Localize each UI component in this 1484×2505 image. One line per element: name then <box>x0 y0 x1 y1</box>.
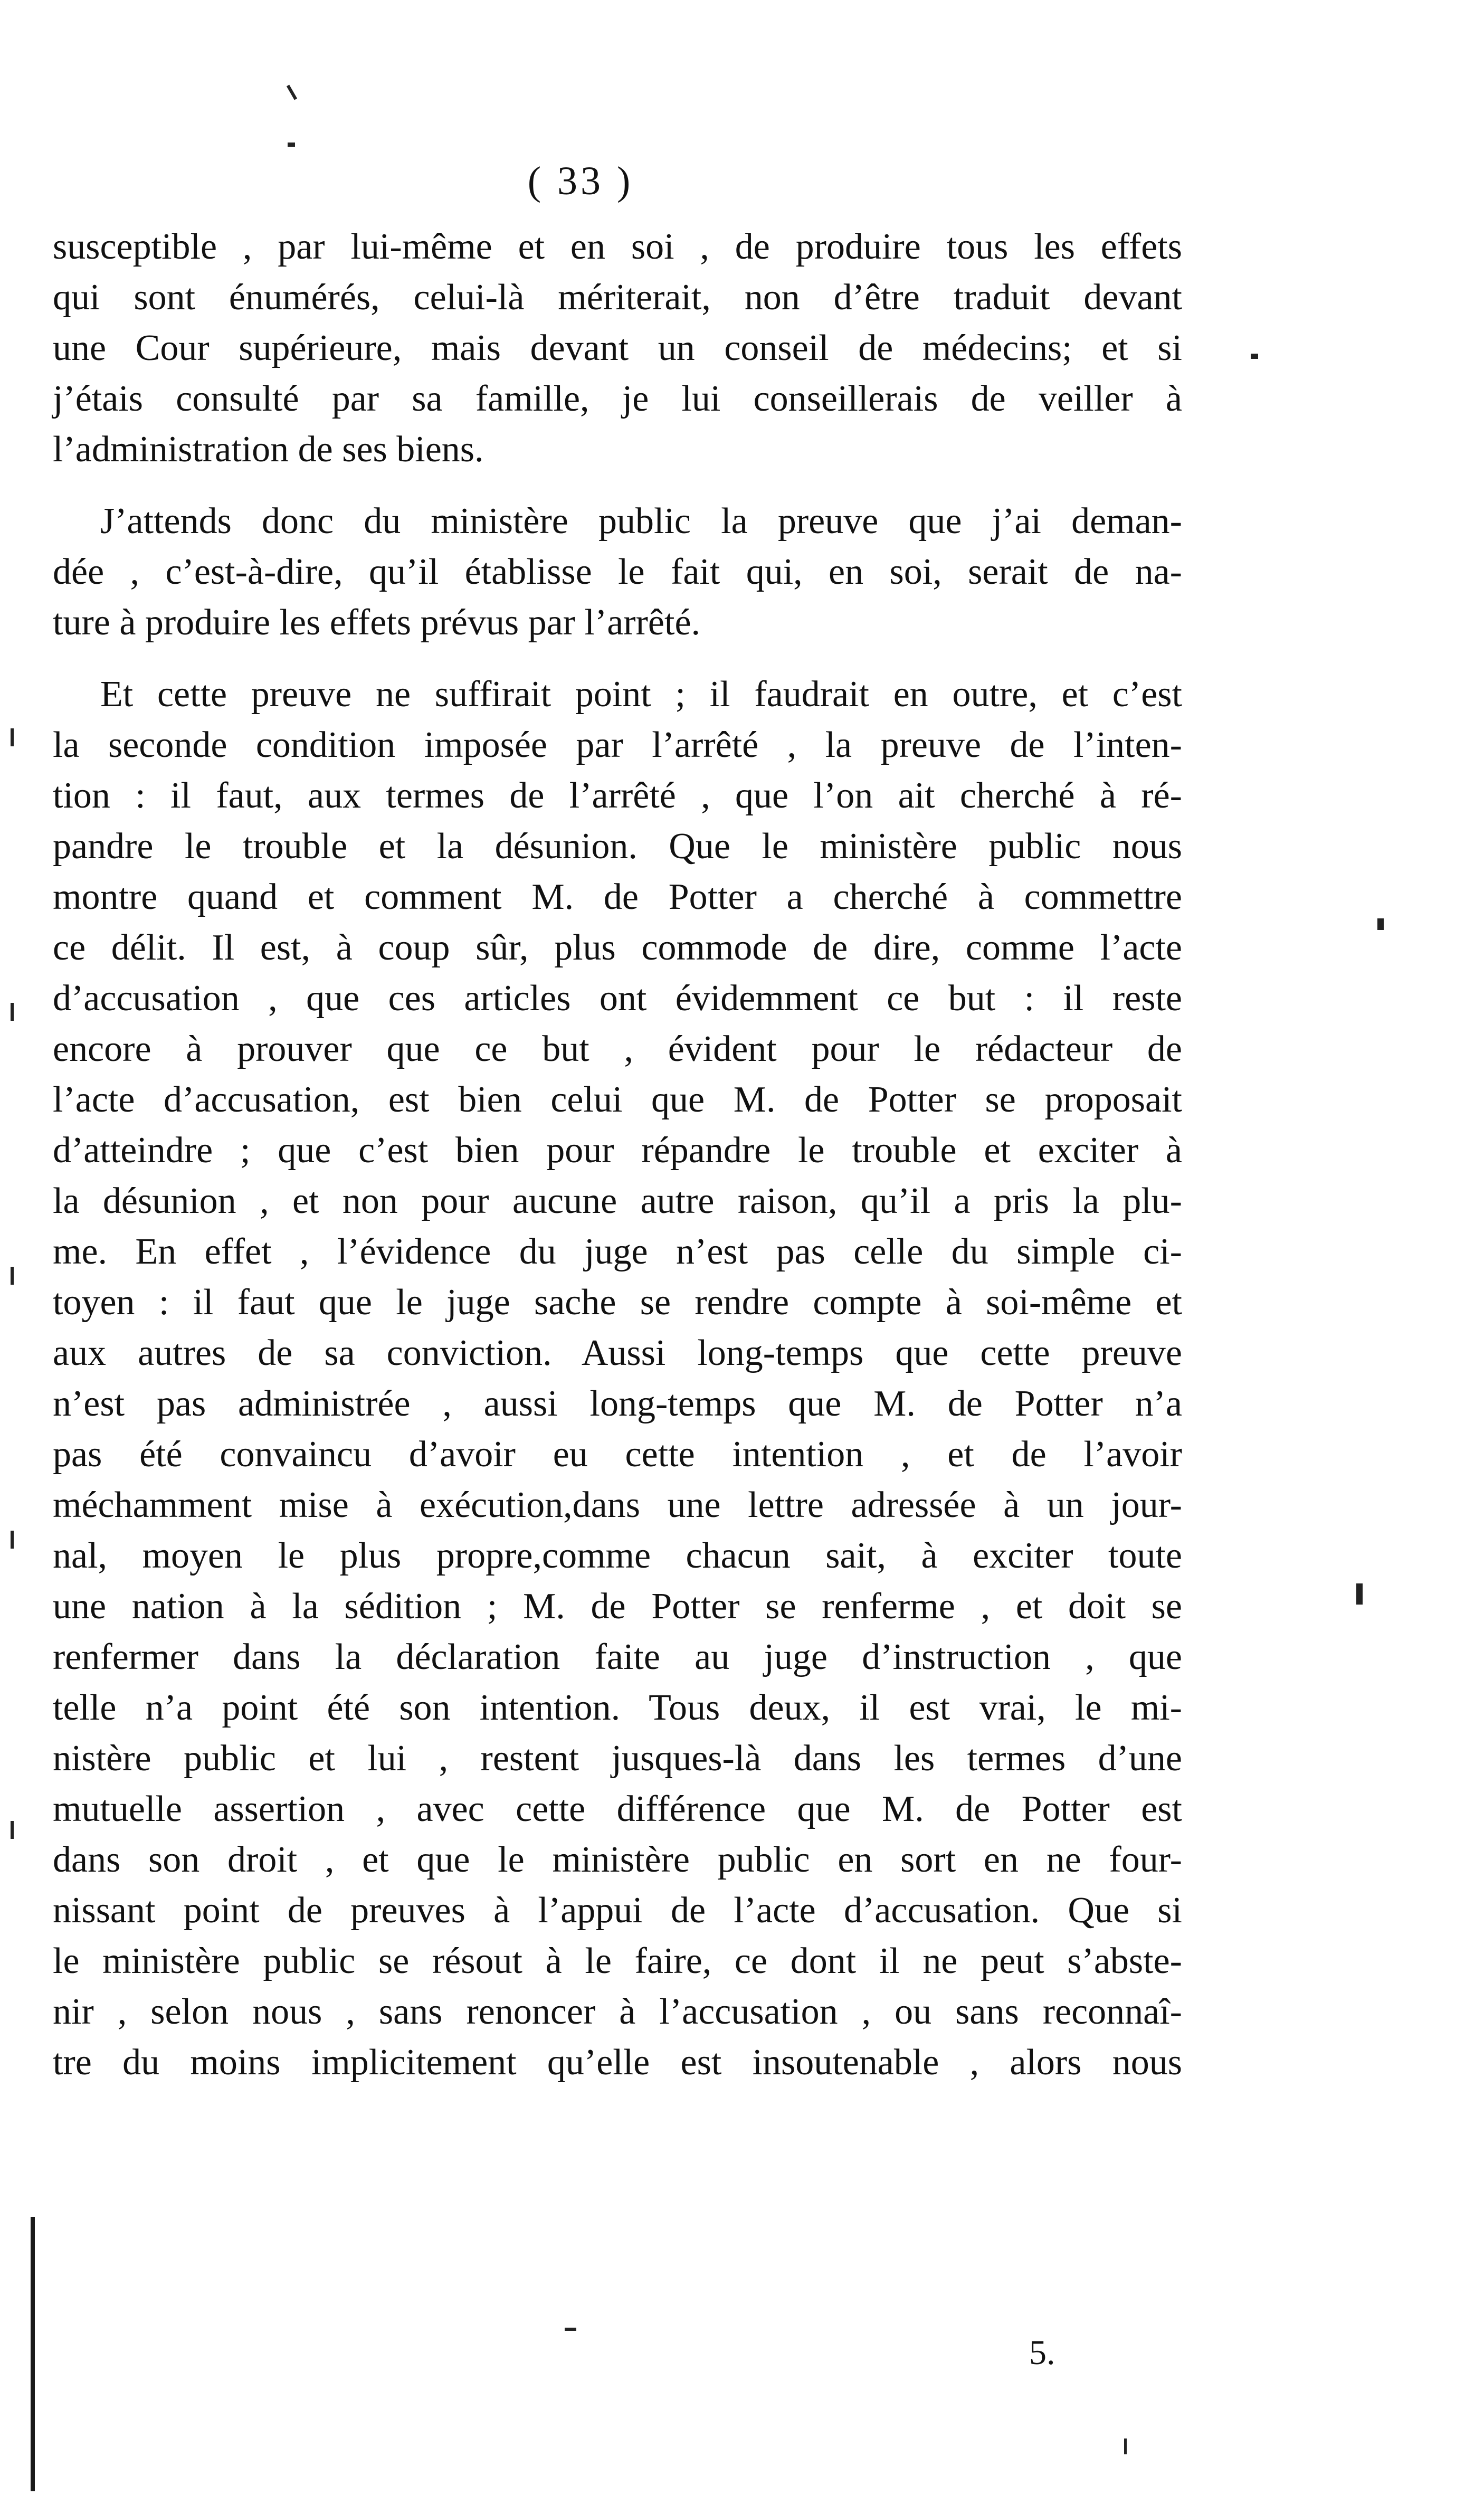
page-number: ( 33 ) <box>527 159 634 203</box>
text-line: l’acte d’accusation, est bien celui que M. de Potter se proposait <box>53 1079 1182 1120</box>
paragraph-2 <box>53 496 1182 648</box>
scan-speck <box>1356 1583 1363 1605</box>
scan-speck <box>11 1821 14 1839</box>
text-line: toyen : il faut que le juge sache se rendre compte à soi-même et <box>53 1282 1182 1323</box>
text-line: telle n’a point été son intention. Tous deux, il est vrai, le mi- <box>53 1687 1182 1728</box>
text-line: ce délit. Il est, à coup sûr, plus commode de dire, comme l’acte <box>53 927 1182 968</box>
scan-speck <box>287 85 297 100</box>
text-line: mutuelle assertion , avec cette différence que M. de Potter est <box>53 1789 1182 1829</box>
text-line: la désunion , et non pour aucune autre raison, qu’il a pris la plu- <box>53 1181 1182 1221</box>
text-line: nir , selon nous , sans renoncer à l’accusation , ou sans reconnaî- <box>53 1991 1182 2032</box>
text-line: me. En effet , l’évidence du juge n’est pas celle du simple ci- <box>53 1231 1182 1272</box>
text-line: une Cour supérieure, mais devant un conseil de médecins; et si <box>53 328 1182 368</box>
text-line: renfermer dans la déclaration faite au juge d’instruction , que <box>53 1637 1182 1677</box>
text-line: méchamment mise à exécution,dans une lettre adressée à un jour- <box>53 1485 1182 1525</box>
text-line: pandre le trouble et la désunion. Que le ministère public nous <box>53 826 1182 867</box>
text-line: J’attends donc du ministère public la preuve que j’ai deman- <box>100 501 1182 542</box>
scan-speck <box>1377 918 1384 930</box>
text-line: l’administration de ses biens. <box>53 429 484 470</box>
scan-speck <box>1124 2438 1127 2454</box>
scan-margin-rule <box>31 2217 35 2491</box>
signature-mark: 5. <box>1029 2333 1055 2372</box>
text-line: d’atteindre ; que c’est bien pour répandre le trouble et exciter à <box>53 1130 1182 1171</box>
paragraph-3 <box>53 669 1182 2088</box>
text-line: encore à prouver que ce but , évident pour le rédacteur de <box>53 1029 1182 1069</box>
text-line: tion : il faut, aux termes de l’arrêté , que l’on ait cherché à ré- <box>53 775 1182 816</box>
text-line: susceptible , par lui-même et en soi , de produire tous les effets <box>53 226 1182 267</box>
scan-speck <box>11 1003 14 1021</box>
scan-speck <box>565 2328 576 2331</box>
text-line: la seconde condition imposée par l’arrêté , la preuve de l’inten- <box>53 725 1182 765</box>
scan-speck <box>1251 354 1258 359</box>
scan-speck <box>288 143 295 147</box>
scan-speck <box>11 728 14 746</box>
text-line: nal, moyen le plus propre,comme chacun sait, à exciter toute <box>53 1535 1182 1576</box>
scan-speck <box>11 1267 14 1285</box>
body-text <box>53 222 1182 2088</box>
text-line: nissant point de preuves à l’appui de l’acte d’accusation. Que si <box>53 1890 1182 1931</box>
text-line: j’étais consulté par sa famille, je lui conseillerais de veiller à <box>53 378 1182 419</box>
text-line: n’est pas administrée , aussi long-temps que M. de Potter n’a <box>53 1383 1182 1424</box>
text-line: une nation à la sédition ; M. de Potter se renferme , et doit se <box>53 1586 1182 1627</box>
text-line: Et cette preuve ne suffirait point ; il faudrait en outre, et c’est <box>100 674 1182 715</box>
text-line: qui sont énumérés, celui-là mériterait, non d’être traduit devant <box>53 277 1182 318</box>
text-line: nistère public et lui , restent jusques-là dans les termes d’une <box>53 1738 1182 1779</box>
text-line: le ministère public se résout à le faire, ce dont il ne peut s’abste- <box>53 1941 1182 1981</box>
scan-speck <box>11 1531 14 1549</box>
text-line: tre du moins implicitement qu’elle est insoutenable , alors nous <box>53 2042 1182 2083</box>
text-line: d’accusation , que ces articles ont évidemment ce but : il reste <box>53 978 1182 1019</box>
text-line: montre quand et comment M. de Potter a cherché à commettre <box>53 877 1182 917</box>
paragraph-1 <box>53 222 1182 475</box>
text-line: ture à produire les effets prévus par l’arrêté. <box>53 602 701 643</box>
text-line: aux autres de sa conviction. Aussi long-temps que cette preuve <box>53 1333 1182 1373</box>
text-line: dée , c’est-à-dire, qu’il établisse le fait qui, en soi, serait de na- <box>53 552 1182 592</box>
text-line: dans son droit , et que le ministère public en sort en ne four- <box>53 1839 1182 1880</box>
text-line: pas été convaincu d’avoir eu cette intention , et de l’avoir <box>53 1434 1182 1475</box>
